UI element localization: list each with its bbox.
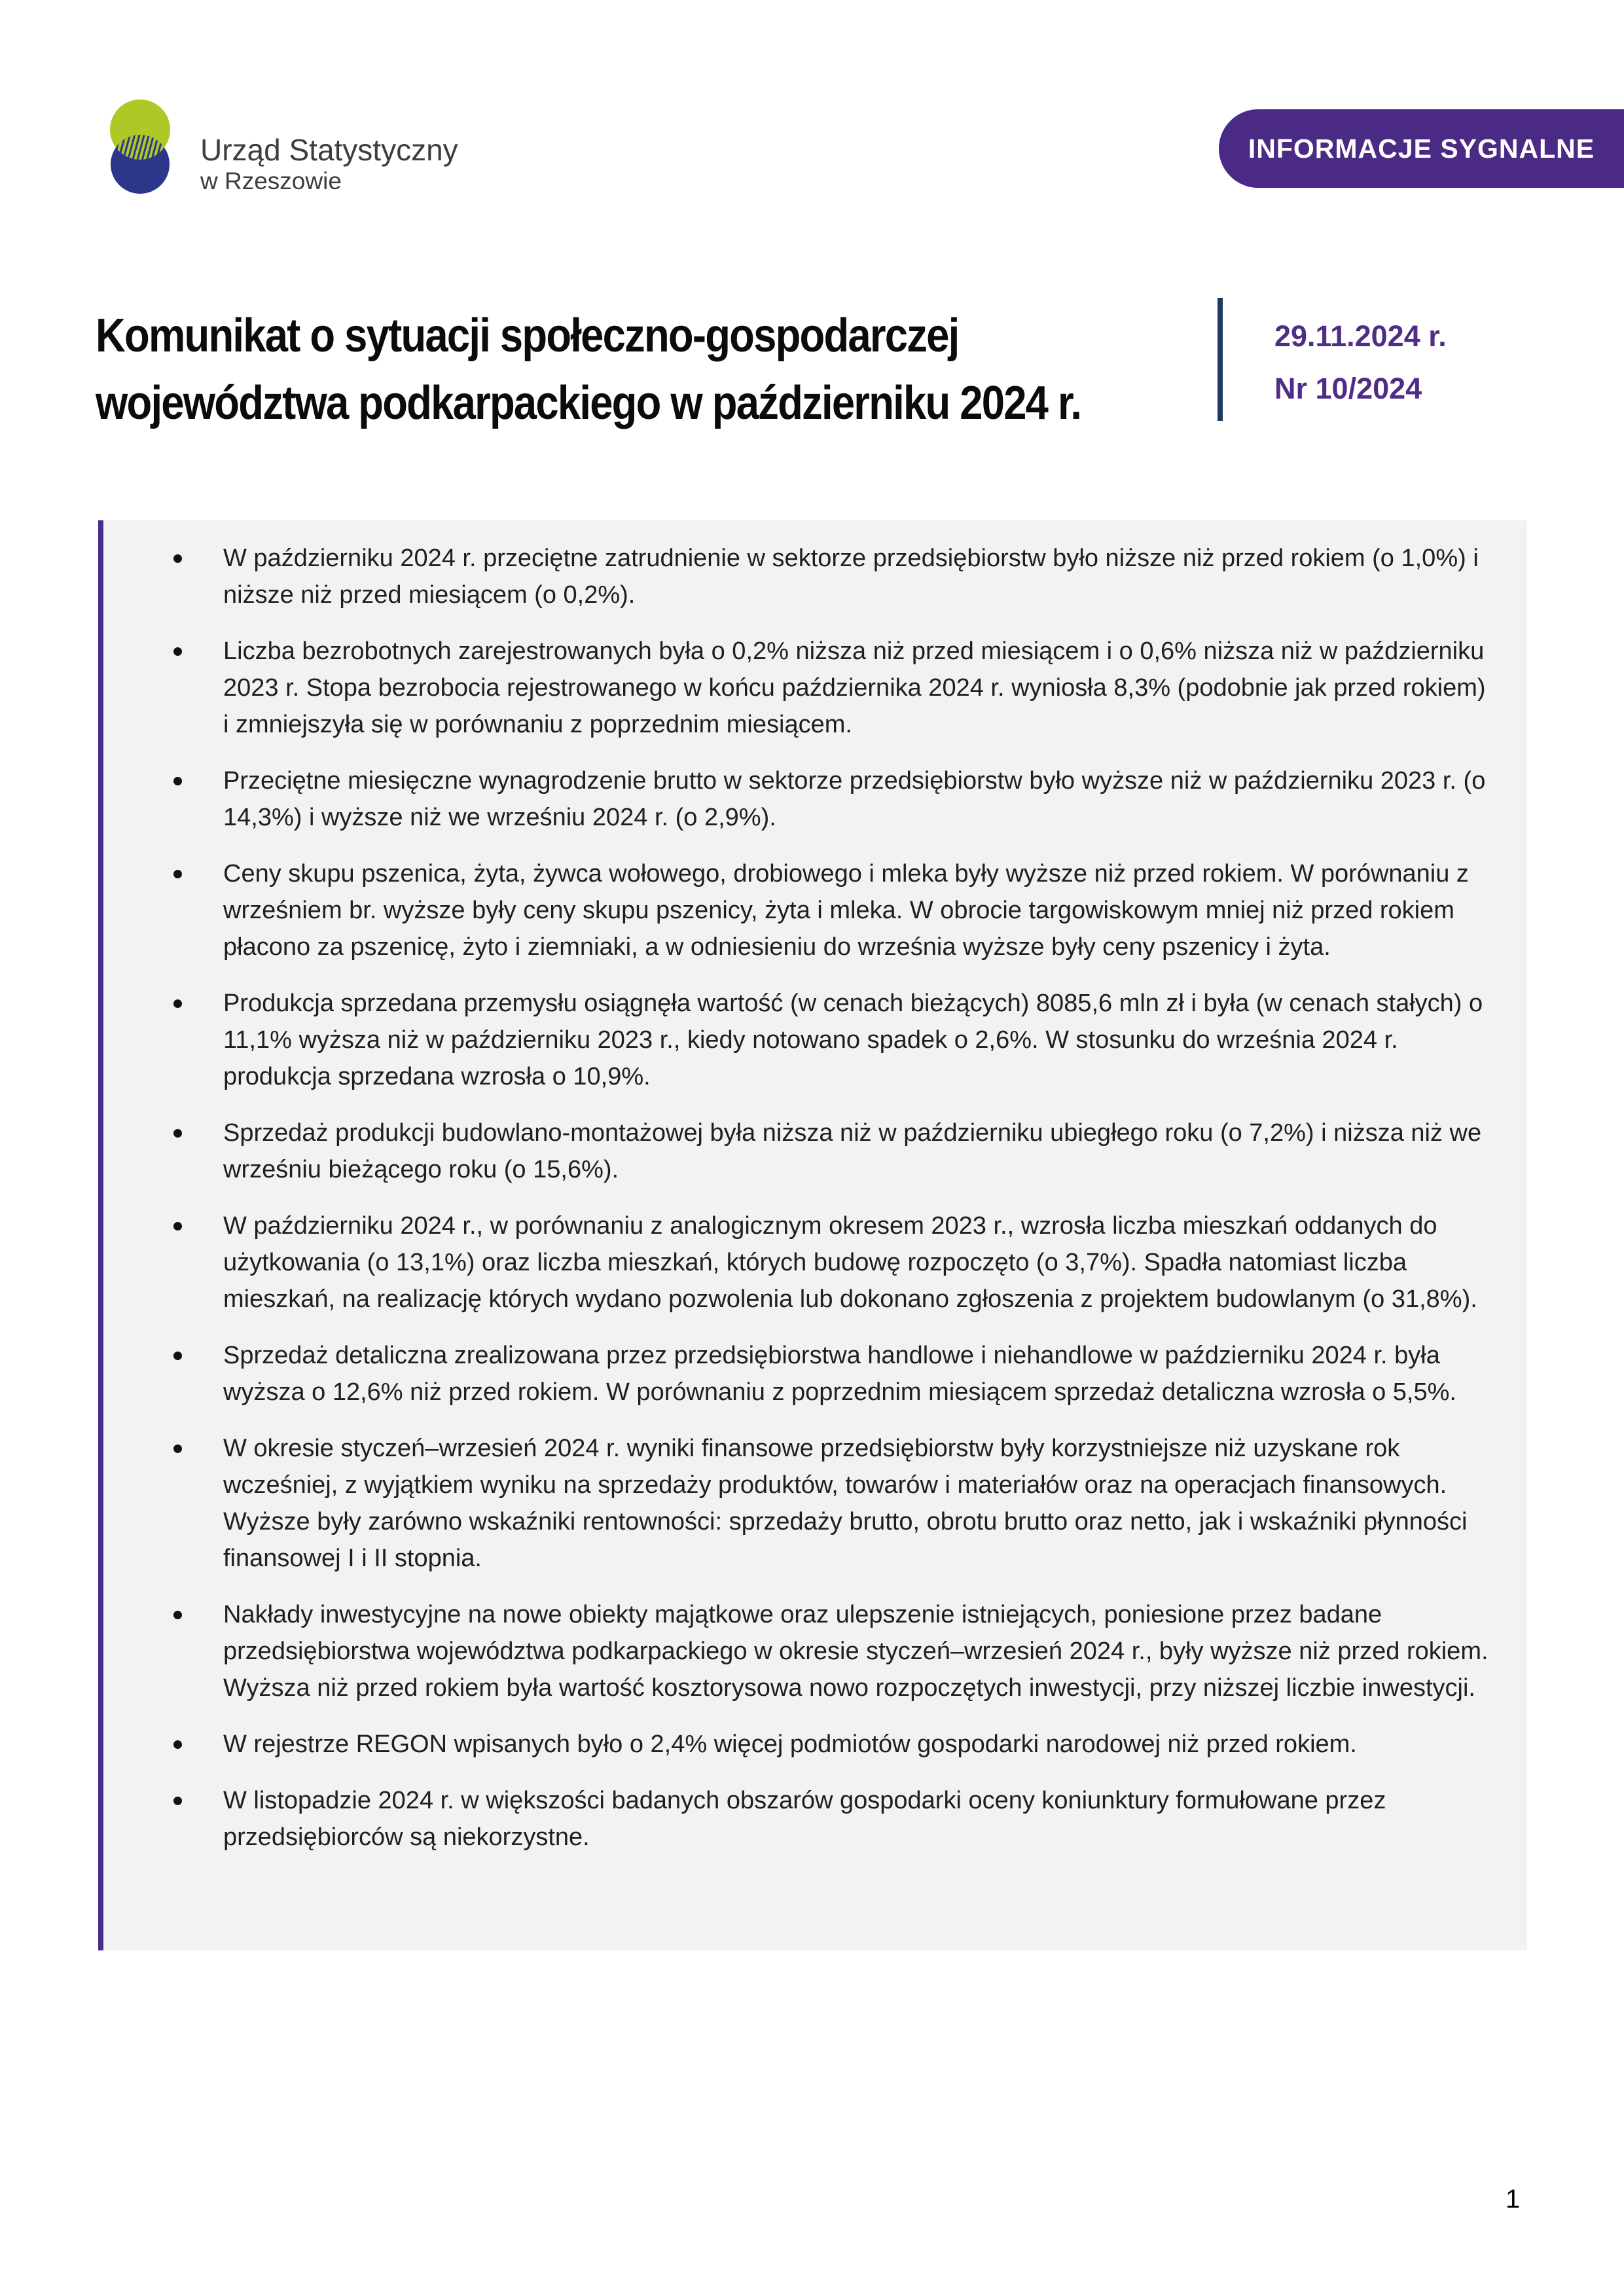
highlights-list (103, 540, 1527, 1856)
bullet-text: Ceny skupu pszenica, żyta, żywca wołowego, drobiowego i mleka były wyższe niż przed rokiem. W porównaniu z wrześniem br. wyższe były ceny skupu pszenicy, żyta i mleka. W obrocie targowiskowym mniej niż przed rokiem płacono za pszenicę, żyto i ziemniaki, a w odniesieniu do września wyższe były ceny pszenicy i żyta. (223, 860, 1469, 961)
bullet-dot-icon (173, 777, 182, 785)
bullet-dot-icon (173, 1797, 182, 1805)
bullet-dot-icon (173, 1444, 182, 1453)
list-item (103, 1726, 1527, 1763)
org-name (200, 134, 458, 194)
bullet-text: W okresie styczeń–wrzesień 2024 r. wyniki finansowe przedsiębiorstw były korzystniejsze niż uzyskane rok wcześniej, z wyjątkiem wyniku na sprzedaży produktów, towarów i materiałów oraz na operacjach finansowych. Wyższe były zarówno wskaźniki rentowności: sprzedaży brutto, obrotu brutto oraz netto, jak i wskaźniki płynności finansowej I i II stopnia. (223, 1435, 1468, 1572)
bullet-dot-icon (173, 1222, 182, 1230)
page-title: Komunikat o sytuacji społeczno-gospodarczej województwa podkarpackiego w październiku 2024 r. (96, 310, 1081, 429)
bullet-text: W październiku 2024 r. przeciętne zatrudnienie w sektorze przedsiębiorstw było niższe niż przed rokiem (o 1,0%) i niższe niż przed miesiącem (o 0,2%). (223, 545, 1479, 609)
bullet-text: Sprzedaż produkcji budowlano-montażowej była niższa niż w październiku ubiegłego roku (o 7,2%) i niższa niż we wrześniu bieżącego roku (o 15,6%). (223, 1119, 1482, 1183)
bullet-text: Liczba bezrobotnych zarejestrowanych była o 0,2% niższa niż przed miesiącem i o 0,6% niższa niż w październiku 2023 r. Stopa bezrobocia rejestrowanego w końcu października 2024 r. wyniosła 8,3% (podobnie jak przed rokiem) i zmniejszyła się w porównaniu z poprzednim miesiącem. (223, 637, 1486, 738)
stat-office-logo-icon (110, 99, 175, 198)
list-item (103, 1430, 1527, 1577)
bullet-dot-icon (173, 647, 182, 656)
header-logo (110, 99, 458, 198)
bullet-dot-icon (173, 1740, 182, 1749)
org-name-line2: w Rzeszowie (200, 167, 342, 194)
list-item (103, 1782, 1527, 1856)
bullet-dot-icon (173, 870, 182, 878)
signal-info-badge (1219, 109, 1624, 188)
bullet-text: Przeciętne miesięczne wynagrodzenie brutto w sektorze przedsiębiorstw było wyższe niż w październiku 2023 r. (o 14,3%) i wyższe niż we wrześniu 2024 r. (o 2,9%). (223, 767, 1486, 831)
bullet-dot-icon (173, 1611, 182, 1619)
list-item (103, 1115, 1527, 1188)
list-item (103, 633, 1527, 743)
masthead-divider (1218, 298, 1223, 421)
issue-number: Nr 10/2024 (1274, 372, 1422, 405)
list-item (103, 1337, 1527, 1410)
highlights-box (98, 520, 1527, 1950)
list-item (103, 540, 1527, 613)
bullet-dot-icon (173, 1129, 182, 1138)
bullet-dot-icon (173, 999, 182, 1008)
bullet-text: W październiku 2024 r., w porównaniu z analogicznym okresem 2023 r., wzrosła liczba mieszkań oddanych do użytkowania (o 13,1%) oraz liczba mieszkań, których budowę rozpoczęto (o 3,7%). Spadła natomiast liczba mieszkań, na realizację których wydano pozwolenia lub dokonano zgłoszenia z projektem budowlanym (o 31,8%). (223, 1212, 1477, 1313)
bullet-text: W rejestrze REGON wpisanych było o 2,4% więcej podmiotów gospodarki narodowej niż przed rokiem. (223, 1731, 1357, 1758)
bullet-text: Sprzedaż detaliczna zrealizowana przez przedsiębiorstwa handlowe i niehandlowe w październiku 2024 r. była wyższa o 12,6% niż przed rokiem. W porównaniu z poprzednim miesiącem sprzedaż detaliczna wzrosła o 5,5%. (223, 1342, 1456, 1406)
signal-info-badge-label: INFORMACJE SYGNALNE (1248, 133, 1595, 164)
bullet-dot-icon (173, 554, 182, 563)
list-item (103, 1208, 1527, 1318)
list-item (103, 855, 1527, 965)
list-item (103, 762, 1527, 836)
list-item (103, 1596, 1527, 1706)
bullet-dot-icon (173, 1352, 182, 1360)
org-name-line1: Urząd Statystyczny (200, 133, 458, 167)
page-number: 1 (1506, 2185, 1521, 2214)
publication-meta (1274, 319, 1447, 406)
bullet-text: W listopadzie 2024 r. w większości badanych obszarów gospodarki oceny koniunktury formułowane przez przedsiębiorców są niekorzystne. (223, 1787, 1386, 1851)
publication-date: 29.11.2024 r. (1274, 319, 1447, 353)
bullet-text: Nakłady inwestycyjne na nowe obiekty majątkowe oraz ulepszenie istniejących, poniesione przez badane przedsiębiorstwa województwa podkarpackiego w okresie styczeń–wrzesień 2024 r., były wyższe niż przed rokiem. Wyższa niż przed rokiem była wartość kosztorysowa nowo rozpoczętych inwestycji, przy niższej liczbie inwestycji. (223, 1601, 1489, 1702)
list-item (103, 985, 1527, 1095)
bullet-text: Produkcja sprzedana przemysłu osiągnęła wartość (w cenach bieżących) 8085,6 mln zł i była (w cenach stałych) o 11,1% wyższa niż w październiku 2023 r., kiedy notowano spadek o 2,6%. W stosunku do września 2024 r. produkcja sprzedana wzrosła o 10,9%. (223, 990, 1483, 1090)
